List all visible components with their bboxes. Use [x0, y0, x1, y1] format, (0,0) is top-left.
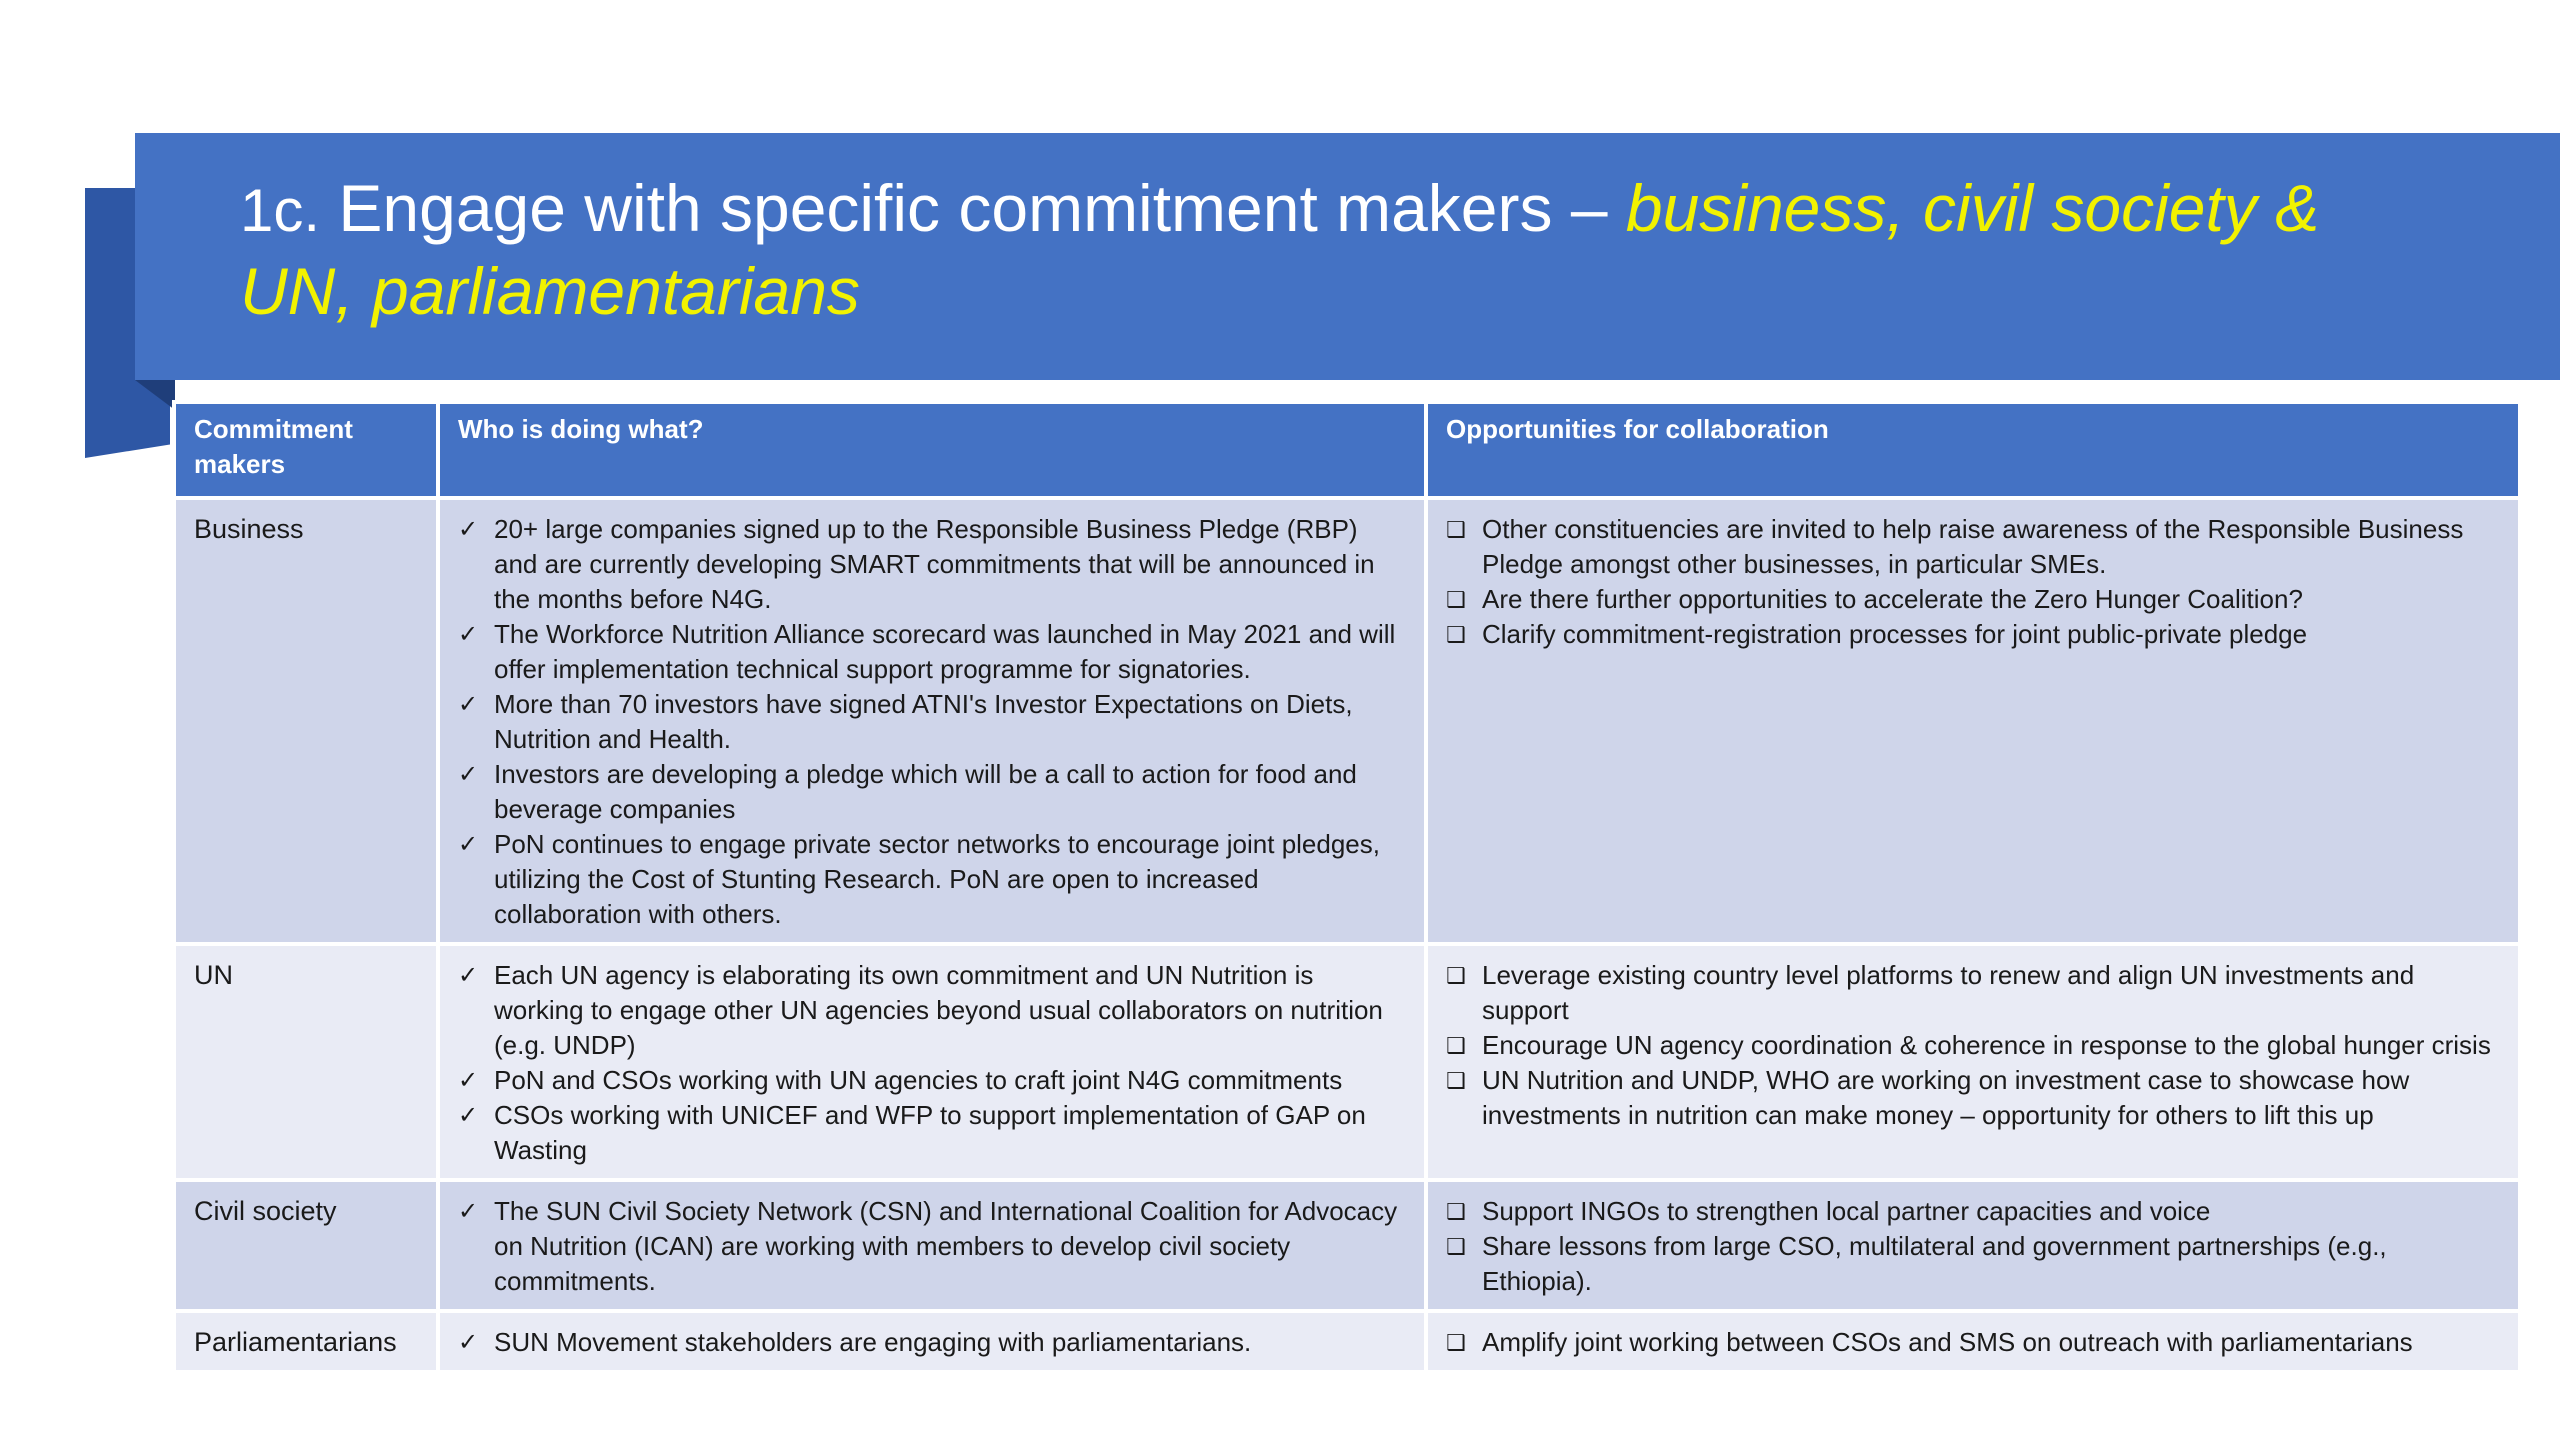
list-item-text: Investors are developing a pledge which will be a call to action for food and beverage companies	[494, 759, 1357, 824]
list-item-text: UN Nutrition and UNDP, WHO are working on investment case to showcase how investments in nutrition can make money – opportunity for others to lift this up	[1482, 1065, 2410, 1130]
row-maker-un: UN	[174, 944, 438, 1180]
list-item-text: The Workforce Nutrition Alliance scorecard was launched in May 2021 and will offer implementation technical support programme for signatories.	[494, 619, 1396, 684]
list-item	[458, 617, 1404, 687]
list-item	[458, 1098, 1404, 1168]
list-item-text: PoN and CSOs working with UN agencies to craft joint N4G commitments	[494, 1065, 1343, 1095]
check-mark-icon: ✓	[458, 760, 479, 788]
list-item	[458, 958, 1404, 1063]
row-who-parliamentarians	[438, 1311, 1426, 1372]
check-mark-icon: ✓	[458, 1066, 479, 1094]
row-who-un	[438, 944, 1426, 1180]
list-item-text: SUN Movement stakeholders are engaging with parliamentarians.	[494, 1327, 1252, 1357]
list-item-text: The SUN Civil Society Network (CSN) and International Coalition for Advocacy on Nutrition (ICAN) are working with members to develop civil society commitments.	[494, 1196, 1398, 1296]
list-item	[1446, 617, 2498, 652]
table-row-un	[174, 944, 2520, 1180]
list-item-text: Are there further opportunities to accelerate the Zero Hunger Coalition?	[1482, 584, 2303, 614]
row-maker-civil-society: Civil society	[174, 1180, 438, 1311]
list-item	[1446, 1063, 2498, 1133]
list-item	[1446, 1229, 2498, 1299]
list-item	[458, 1325, 1404, 1360]
list-item-text: PoN continues to engage private sector networks to encourage joint pledges, utilizing the Cost of Stunting Research. PoN are open to increased collaboration with others.	[494, 829, 1380, 929]
check-mark-icon: ✓	[458, 620, 479, 648]
title-main: Engage with specific commitment makers –	[338, 171, 1608, 245]
row-opps-civil-society	[1426, 1180, 2520, 1311]
list-item-text: More than 70 investors have signed ATNI's Investor Expectations on Diets, Nutrition and Health.	[494, 689, 1353, 754]
row-maker-parliamentarians: Parliamentarians	[174, 1311, 438, 1372]
opps-list	[1446, 512, 2498, 652]
check-mark-icon: ✓	[458, 830, 479, 858]
check-mark-icon: ✓	[458, 515, 479, 543]
list-item-text: Share lessons from large CSO, multilateral and government partnerships (e.g., Ethiopia).	[1482, 1231, 2387, 1296]
who-list	[458, 958, 1404, 1168]
empty-checkbox-icon: ❑	[1446, 588, 1466, 613]
opps-list	[1446, 958, 2498, 1133]
list-item	[1446, 1194, 2498, 1229]
commitment-table-wrapper	[172, 400, 2518, 1374]
list-item	[1446, 958, 2498, 1028]
check-mark-icon: ✓	[458, 1101, 479, 1129]
list-item-text: Encourage UN agency coordination & coherence in response to the global hunger crisis	[1482, 1030, 2491, 1060]
list-item	[458, 687, 1404, 757]
list-item	[1446, 512, 2498, 582]
header-opportunities: Opportunities for collaboration	[1426, 402, 2520, 498]
list-item	[458, 827, 1404, 932]
list-item	[1446, 1325, 2498, 1360]
title-number: 1c.	[240, 177, 321, 244]
list-item-text: Each UN agency is elaborating its own commitment and UN Nutrition is working to engage other UN agencies beyond usual collaborators on nutrition (e.g. UNDP)	[494, 960, 1383, 1060]
table-row-parliamentarians	[174, 1311, 2520, 1372]
empty-checkbox-icon: ❑	[1446, 623, 1466, 648]
list-item-text: Clarify commitment-registration processes for joint public-private pledge	[1482, 619, 2308, 649]
row-opps-parliamentarians	[1426, 1311, 2520, 1372]
opps-list	[1446, 1194, 2498, 1299]
title-emphasis-2: UN, parliamentarians	[240, 254, 860, 328]
check-mark-icon: ✓	[458, 961, 479, 989]
header-commitment-makers: Commitment makers	[174, 402, 438, 498]
list-item-text: Other constituencies are invited to help raise awareness of the Responsible Business Pledge amongst other businesses, in particular SMEs.	[1482, 514, 2464, 579]
empty-checkbox-icon: ❑	[1446, 1235, 1466, 1260]
empty-checkbox-icon: ❑	[1446, 1069, 1466, 1094]
empty-checkbox-icon: ❑	[1446, 1034, 1466, 1059]
empty-checkbox-icon: ❑	[1446, 1200, 1466, 1225]
row-who-business	[438, 498, 1426, 944]
list-item	[458, 757, 1404, 827]
title-emphasis-1: business, civil society &	[1625, 171, 2320, 245]
empty-checkbox-icon: ❑	[1446, 518, 1466, 543]
table-row-civil-society	[174, 1180, 2520, 1311]
check-mark-icon: ✓	[458, 1328, 479, 1356]
list-item-text: Leverage existing country level platforms to renew and align UN investments and support	[1482, 960, 2415, 1025]
row-who-civil-society	[438, 1180, 1426, 1311]
list-item	[458, 1063, 1404, 1098]
row-opps-business	[1426, 498, 2520, 944]
commitment-table	[172, 400, 2522, 1374]
empty-checkbox-icon: ❑	[1446, 964, 1466, 989]
header-who-is-doing-what: Who is doing what?	[438, 402, 1426, 498]
list-item-text: 20+ large companies signed up to the Responsible Business Pledge (RBP) and are currently developing SMART commitments that will be announced in the months before N4G.	[494, 514, 1375, 614]
who-list	[458, 512, 1404, 932]
list-item	[1446, 1028, 2498, 1063]
opps-list	[1446, 1325, 2498, 1360]
row-opps-un	[1426, 944, 2520, 1180]
list-item	[458, 1194, 1404, 1299]
row-maker-business: Business	[174, 498, 438, 944]
list-item	[458, 512, 1404, 617]
check-mark-icon: ✓	[458, 1197, 479, 1225]
empty-checkbox-icon: ❑	[1446, 1331, 1466, 1356]
list-item-text: Amplify joint working between CSOs and SMS on outreach with parliamentarians	[1482, 1327, 2413, 1357]
check-mark-icon: ✓	[458, 690, 479, 718]
list-item-text: Support INGOs to strengthen local partner capacities and voice	[1482, 1196, 2211, 1226]
table-row-business	[174, 498, 2520, 944]
who-list	[458, 1194, 1404, 1299]
table-header-row	[174, 402, 2520, 498]
who-list	[458, 1325, 1404, 1360]
list-item-text: CSOs working with UNICEF and WFP to support implementation of GAP on Wasting	[494, 1100, 1366, 1165]
slide-title	[240, 168, 2500, 331]
list-item	[1446, 582, 2498, 617]
